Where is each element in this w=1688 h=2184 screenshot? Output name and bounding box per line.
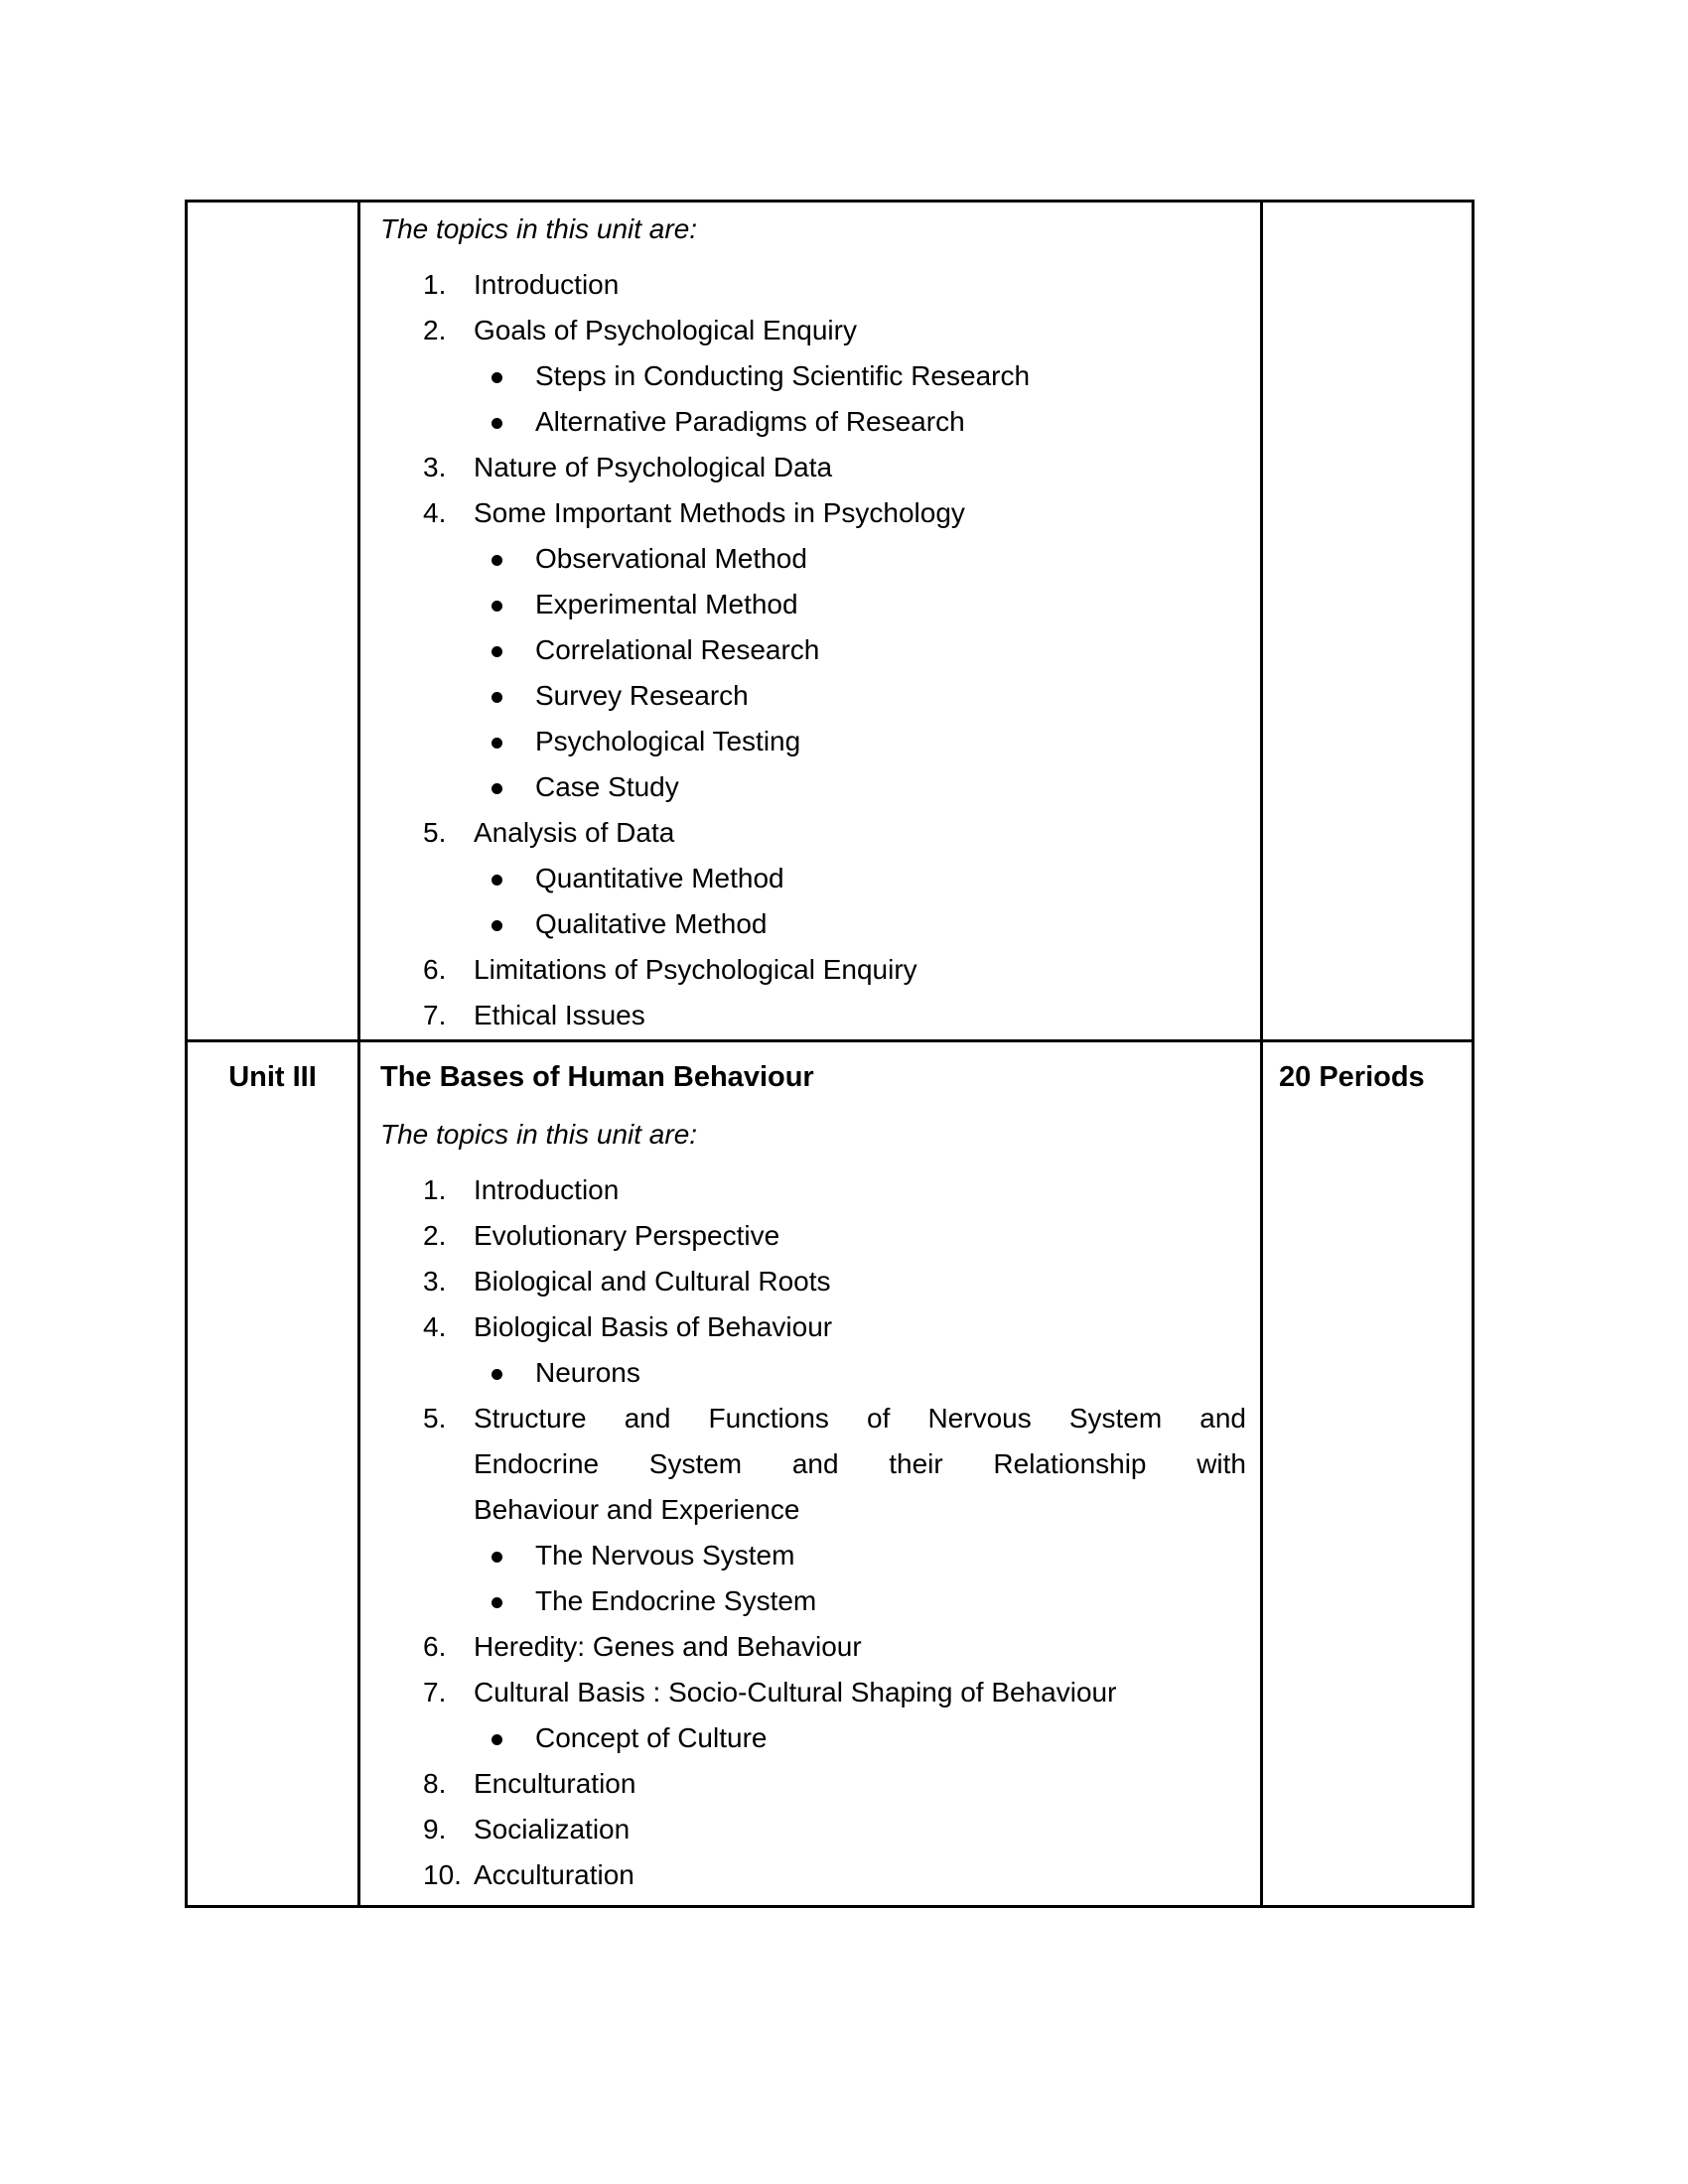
topic-subitem	[380, 856, 1246, 901]
number-marker: 1.	[423, 1174, 447, 1205]
bullet-marker	[492, 692, 502, 703]
topic-item	[380, 947, 1246, 993]
bullet-marker	[492, 1552, 502, 1563]
unit3-content-cell	[360, 1042, 1263, 1905]
unit2-periods-cell	[1263, 203, 1472, 1039]
topic-item	[380, 1852, 1246, 1898]
topic-item	[380, 810, 1246, 856]
topic-subitem	[380, 1350, 1246, 1396]
topic-text: Neurons	[535, 1357, 640, 1388]
topic-text: Biological Basis of Behaviour	[474, 1311, 833, 1342]
topic-text: Biological and Cultural Roots	[474, 1266, 831, 1297]
topic-text: Nature of Psychological Data	[474, 452, 833, 482]
bullet-marker	[492, 646, 502, 657]
bullet-marker	[492, 738, 502, 749]
topic-text: Cultural Basis : Socio-Cultural Shaping of Behaviour	[474, 1677, 1117, 1707]
unit3-topics-list	[380, 1167, 1246, 1898]
topic-text: Survey Research	[535, 680, 749, 711]
unit3-label: Unit III	[228, 1061, 317, 1093]
topic-text: Case Study	[535, 771, 679, 802]
topic-subitem	[380, 1578, 1246, 1624]
topic-text: The Nervous System	[535, 1540, 795, 1570]
number-marker: 5.	[423, 817, 447, 848]
topic-item	[380, 1624, 1246, 1670]
topic-text	[474, 1396, 1246, 1533]
topic-item	[380, 1761, 1246, 1807]
number-marker: 2.	[423, 315, 447, 345]
topic-text: Steps in Conducting Scientific Research	[535, 360, 1031, 391]
topic-subitem	[380, 399, 1246, 445]
topic-item	[380, 445, 1246, 490]
number-marker: 10.	[423, 1859, 462, 1890]
topic-text: Introduction	[474, 1174, 620, 1205]
unit3-title: The Bases of Human Behaviour	[380, 1061, 814, 1093]
table-row-unit2-continued	[188, 203, 1472, 1042]
topic-item	[380, 1213, 1246, 1259]
topic-text: Ethical Issues	[474, 1000, 645, 1030]
topic-subitem	[380, 582, 1246, 627]
number-marker: 6.	[423, 954, 447, 985]
bullet-marker	[492, 875, 502, 886]
topic-text: Analysis of Data	[474, 817, 675, 848]
bullet-marker	[492, 418, 502, 429]
bullet-marker	[492, 783, 502, 794]
unit2-content-cell	[360, 203, 1263, 1039]
number-marker: 9.	[423, 1814, 447, 1844]
topic-text: Goals of Psychological Enquiry	[474, 315, 857, 345]
topic-item	[380, 1396, 1246, 1533]
topic-item	[380, 262, 1246, 308]
topic-text-line: Endocrine System and their Relationship with	[474, 1448, 1246, 1479]
number-marker: 8.	[423, 1768, 447, 1799]
topic-text: Introduction	[474, 269, 620, 300]
unit2-topics-list	[380, 262, 1246, 1038]
topic-subitem	[380, 353, 1246, 399]
topic-text: Enculturation	[474, 1768, 636, 1799]
topic-item	[380, 993, 1246, 1038]
topic-text: Limitations of Psychological Enquiry	[474, 954, 917, 985]
topic-subitem	[380, 1533, 1246, 1578]
topic-item	[380, 1304, 1246, 1350]
bullet-marker	[492, 372, 502, 383]
topic-text-line: Structure and Functions of Nervous System and	[474, 1403, 1246, 1433]
number-marker: 7.	[423, 1677, 447, 1707]
bullet-marker	[492, 555, 502, 566]
topic-text: Qualitative Method	[535, 908, 768, 939]
number-marker: 3.	[423, 1266, 447, 1297]
topic-text: Heredity: Genes and Behaviour	[474, 1631, 862, 1662]
topic-text-line: Behaviour and Experience	[474, 1494, 800, 1525]
topic-text: Evolutionary Perspective	[474, 1220, 780, 1251]
syllabus-table	[185, 200, 1475, 1908]
topic-text: The Endocrine System	[535, 1585, 817, 1616]
topic-item	[380, 1167, 1246, 1213]
unit3-topics-intro: The topics in this unit are:	[380, 1119, 698, 1150]
unit2-topics-intro: The topics in this unit are:	[380, 213, 698, 244]
unit2-unit-cell	[188, 203, 360, 1039]
topic-item	[380, 1259, 1246, 1304]
topic-subitem	[380, 1715, 1246, 1761]
topic-text: Observational Method	[535, 543, 807, 574]
table-row-unit3	[188, 1042, 1472, 1905]
unit3-periods: 20 Periods	[1279, 1061, 1425, 1093]
number-marker: 2.	[423, 1220, 447, 1251]
bullet-marker	[492, 1734, 502, 1745]
topic-subitem	[380, 719, 1246, 764]
number-marker: 4.	[423, 1311, 447, 1342]
number-marker: 5.	[423, 1403, 447, 1433]
topic-text: Alternative Paradigms of Research	[535, 406, 965, 437]
topic-text: Concept of Culture	[535, 1722, 768, 1753]
number-marker: 4.	[423, 497, 447, 528]
number-marker: 1.	[423, 269, 447, 300]
topic-text: Correlational Research	[535, 634, 820, 665]
topic-text: Psychological Testing	[535, 726, 801, 756]
topic-item	[380, 1670, 1246, 1715]
topic-text: Acculturation	[474, 1859, 634, 1890]
bullet-marker	[492, 1597, 502, 1608]
unit3-unit-cell	[188, 1042, 360, 1905]
topic-subitem	[380, 901, 1246, 947]
number-marker: 7.	[423, 1000, 447, 1030]
number-marker: 3.	[423, 452, 447, 482]
number-marker: 6.	[423, 1631, 447, 1662]
topic-subitem	[380, 673, 1246, 719]
topic-text: Some Important Methods in Psychology	[474, 497, 965, 528]
topic-subitem	[380, 627, 1246, 673]
topic-text: Experimental Method	[535, 589, 798, 619]
topic-text: Quantitative Method	[535, 863, 784, 893]
topic-subitem	[380, 536, 1246, 582]
topic-subitem	[380, 764, 1246, 810]
unit3-periods-cell	[1263, 1042, 1472, 1905]
topic-item	[380, 308, 1246, 353]
topic-item	[380, 490, 1246, 536]
topic-item	[380, 1807, 1246, 1852]
bullet-marker	[492, 601, 502, 612]
bullet-marker	[492, 1369, 502, 1380]
bullet-marker	[492, 920, 502, 931]
topic-text: Socialization	[474, 1814, 631, 1844]
